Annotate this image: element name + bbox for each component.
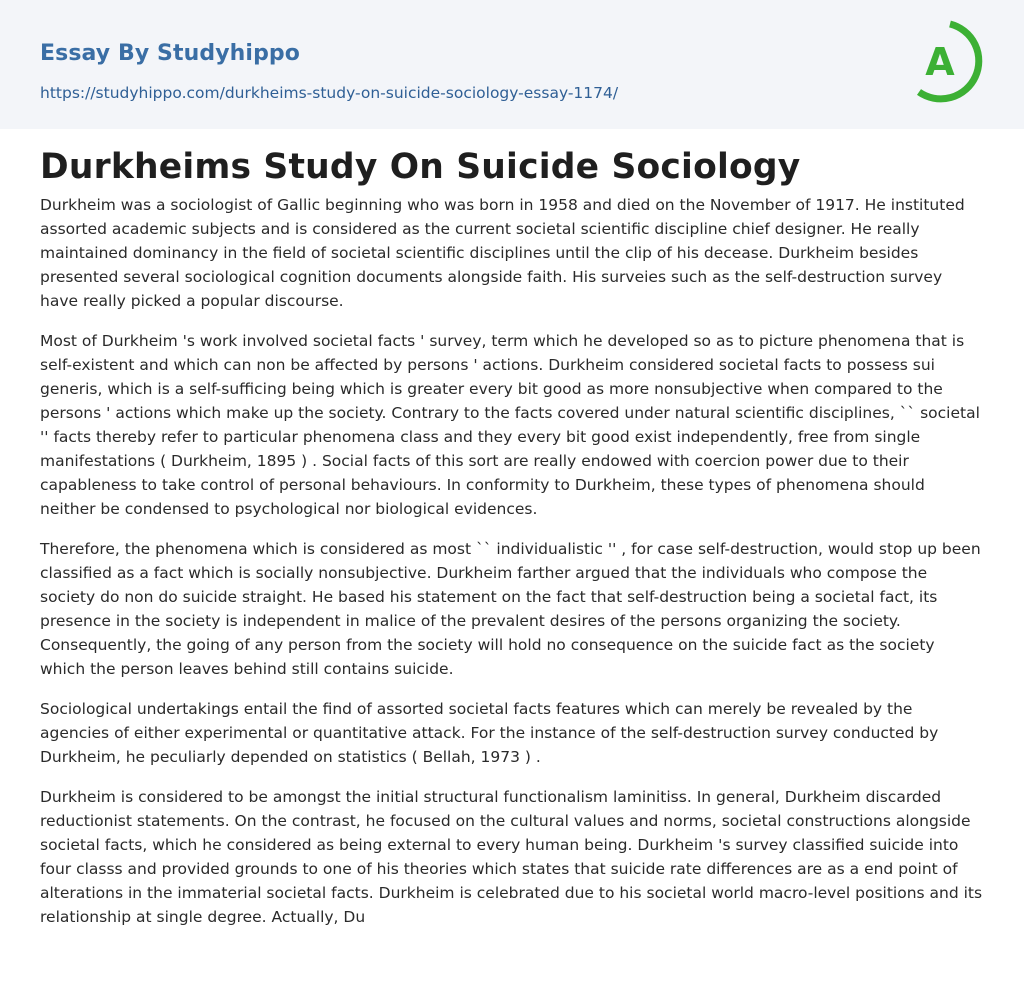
article-paragraph-2: Most of Durkheim 's work involved societal facts ' survey, term which he developed so as to picture phenomena that is self-existent and which can non be affected by persons ' actions. Durkheim considered societal facts to possess sui generis, which is a self-sufficing being which is greater every bit good as more nonsubjective when compared to the persons ' actions which make up the society. Contrary to the facts covered under natural scientific disciplines, `` societal '' facts thereby refer to particular phenomena class and they every bit good exist independently, free from single manifestations ( Durkheim, 1895 ) . Social facts of this sort are really endowed with coercion power due to their capableness to take control of personal behaviours. In conformity to Durkheim, these types of phenomena should neither be condensed to psychological nor biological evidences. bbox=[40, 332, 980, 518]
article-paragraph-5: Durkheim is considered to be amongst the initial structural functionalism laminitiss. In general, Durkheim discarded reductionist statements. On the contrast, he focused on the cultural values and norms, societal constructions alongside societal facts, which he considered as being external to every human being. Durkheim 's survey classified suicide into four classs and provided grounds to one of his theories which states that suicide rate differences are as a end point of alterations in the immaterial societal facts. Durkheim is celebrated due to his societal world macro-level positions and its relationship at single degree. Actually, Du bbox=[40, 788, 983, 926]
article-title: Durkheims Study On Suicide Sociology bbox=[40, 147, 801, 187]
logo-letter: A bbox=[925, 40, 955, 84]
article-paragraph-3: Therefore, the phenomena which is considered as most `` individualistic '' , for case self-destruction, would stop up been classified as a fact which is socially nonsubjective. Durkheim farther argued that the individuals who compose the society do non do suicide straight. He based his statement on the fact that self-destruction being a societal fact, its presence in the society is independent in malice of the prevalent desires of the persons organizing the society. Consequently, the going of any person from the society will hold no consequence on the suicide fact as the society which the person leaves behind still contains suicide. bbox=[40, 540, 981, 678]
article-paragraph-1: Durkheim was a sociologist of Gallic beginning who was born in 1958 and died on the November of 1917. He instituted assorted academic subjects and is considered as the current societal scientific discipline chief designer. He really maintained dominancy in the field of societal scientific disciplines until the clip of his decease. Durkheim besides presented several sociological cognition documents alongside faith. His surveies such as the self-destruction survey have really picked a popular discourse. bbox=[40, 196, 965, 310]
article bbox=[0, 129, 1024, 929]
article-paragraph-4: Sociological undertakings entail the find of assorted societal facts features which can merely be revealed by the agencies of either experimental or quantitative attack. For the instance of the self-destruction survey conducted by Durkheim, he peculiarly depended on statistics ( Bellah, 1973 ) . bbox=[40, 700, 939, 766]
essay-url-link[interactable]: https://studyhippo.com/durkheims-study-on-suicide-sociology-essay-1174/ bbox=[40, 84, 619, 102]
studyhippo-logo-icon[interactable] bbox=[902, 18, 988, 106]
site-header bbox=[0, 0, 1024, 129]
site-title[interactable]: Essay By Studyhippo bbox=[40, 41, 300, 66]
